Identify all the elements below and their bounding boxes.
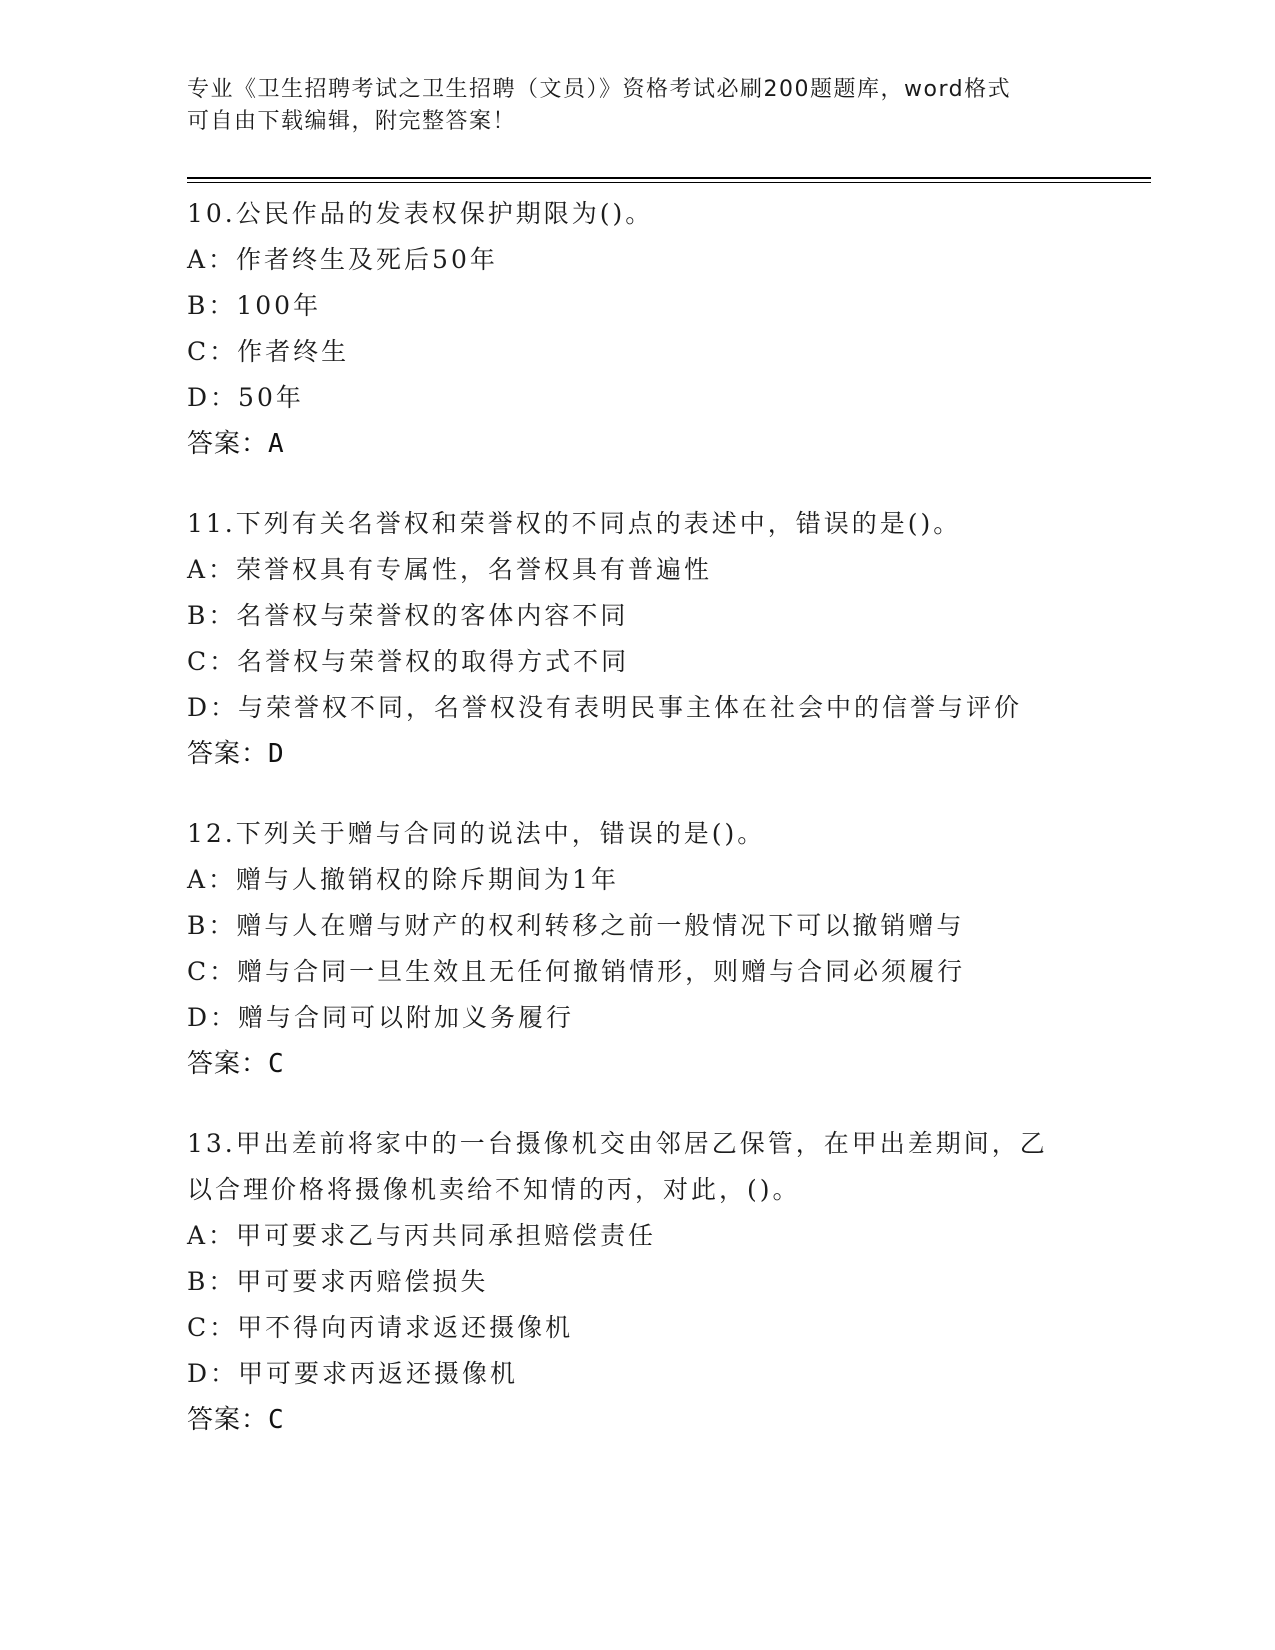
option-c: C：甲不得向丙请求返还摄像机 (187, 1313, 574, 1342)
question-stem: 12.下列关于赠与合同的说法中，错误的是()。 (187, 819, 766, 848)
option-d: D：赠与合同可以附加义务履行 (187, 1003, 575, 1032)
question-11 (187, 501, 1087, 777)
answer-line (187, 1041, 1087, 1087)
answer-value: C (268, 1049, 285, 1079)
answer-label: 答案： (187, 429, 269, 459)
option-a: A：作者终生及死后50年 (187, 245, 498, 274)
header-divider-thick (187, 177, 1151, 179)
answer-value: A (268, 429, 285, 459)
option-c: C：名誉权与荣誉权的取得方式不同 (187, 647, 630, 676)
question-stem-line-2: 以合理价格将摄像机卖给不知情的丙，对此，()。 (187, 1175, 801, 1204)
question-12 (187, 811, 1087, 1087)
question-10 (187, 191, 1087, 467)
option-a: A：荣誉权具有专属性，名誉权具有普遍性 (187, 555, 713, 584)
question-stem-line-1: 13.甲出差前将家中的一台摄像机交由邻居乙保管，在甲出差期间，乙 (187, 1129, 1048, 1158)
answer-label: 答案： (187, 1049, 269, 1079)
answer-line (187, 421, 1087, 467)
header-title-line-2: 可自由下载编辑，附完整答案！ (187, 109, 517, 134)
answer-value: D (268, 739, 285, 769)
header-title-line-1: 专业《卫生招聘考试之卫生招聘（文员）》资格考试必刷200题题库，word格式 (187, 77, 1012, 102)
option-a: A：赠与人撤销权的除斥期间为1年 (187, 865, 619, 894)
question-stem: 10.公民作品的发表权保护期限为()。 (187, 199, 654, 228)
question-list (187, 191, 1087, 1477)
option-c: C：作者终生 (187, 337, 350, 366)
document-header (187, 74, 1067, 138)
option-a: A：甲可要求乙与丙共同承担赔偿责任 (187, 1221, 657, 1250)
question-stem: 11.下列有关名誉权和荣誉权的不同点的表述中，错误的是()。 (187, 509, 962, 538)
answer-value: C (268, 1405, 285, 1435)
option-b: B：赠与人在赠与财产的权利转移之前一般情况下可以撤销赠与 (187, 911, 965, 940)
answer-line (187, 1397, 1087, 1443)
answer-label: 答案： (187, 1405, 269, 1435)
option-d: D：50年 (187, 383, 304, 412)
answer-label: 答案： (187, 739, 269, 769)
option-b: B：名誉权与荣誉权的客体内容不同 (187, 601, 629, 630)
option-d: D：甲可要求丙返还摄像机 (187, 1359, 519, 1388)
option-b: B：甲可要求丙赔偿损失 (187, 1267, 489, 1296)
answer-line (187, 731, 1087, 777)
option-d: D：与荣誉权不同，名誉权没有表明民事主体在社会中的信誉与评价 (187, 693, 1023, 722)
option-c: C：赠与合同一旦生效且无任何撤销情形，则赠与合同必须履行 (187, 957, 966, 986)
header-divider-thin (187, 182, 1151, 183)
option-b: B：100年 (187, 291, 322, 320)
question-13 (187, 1121, 1087, 1443)
